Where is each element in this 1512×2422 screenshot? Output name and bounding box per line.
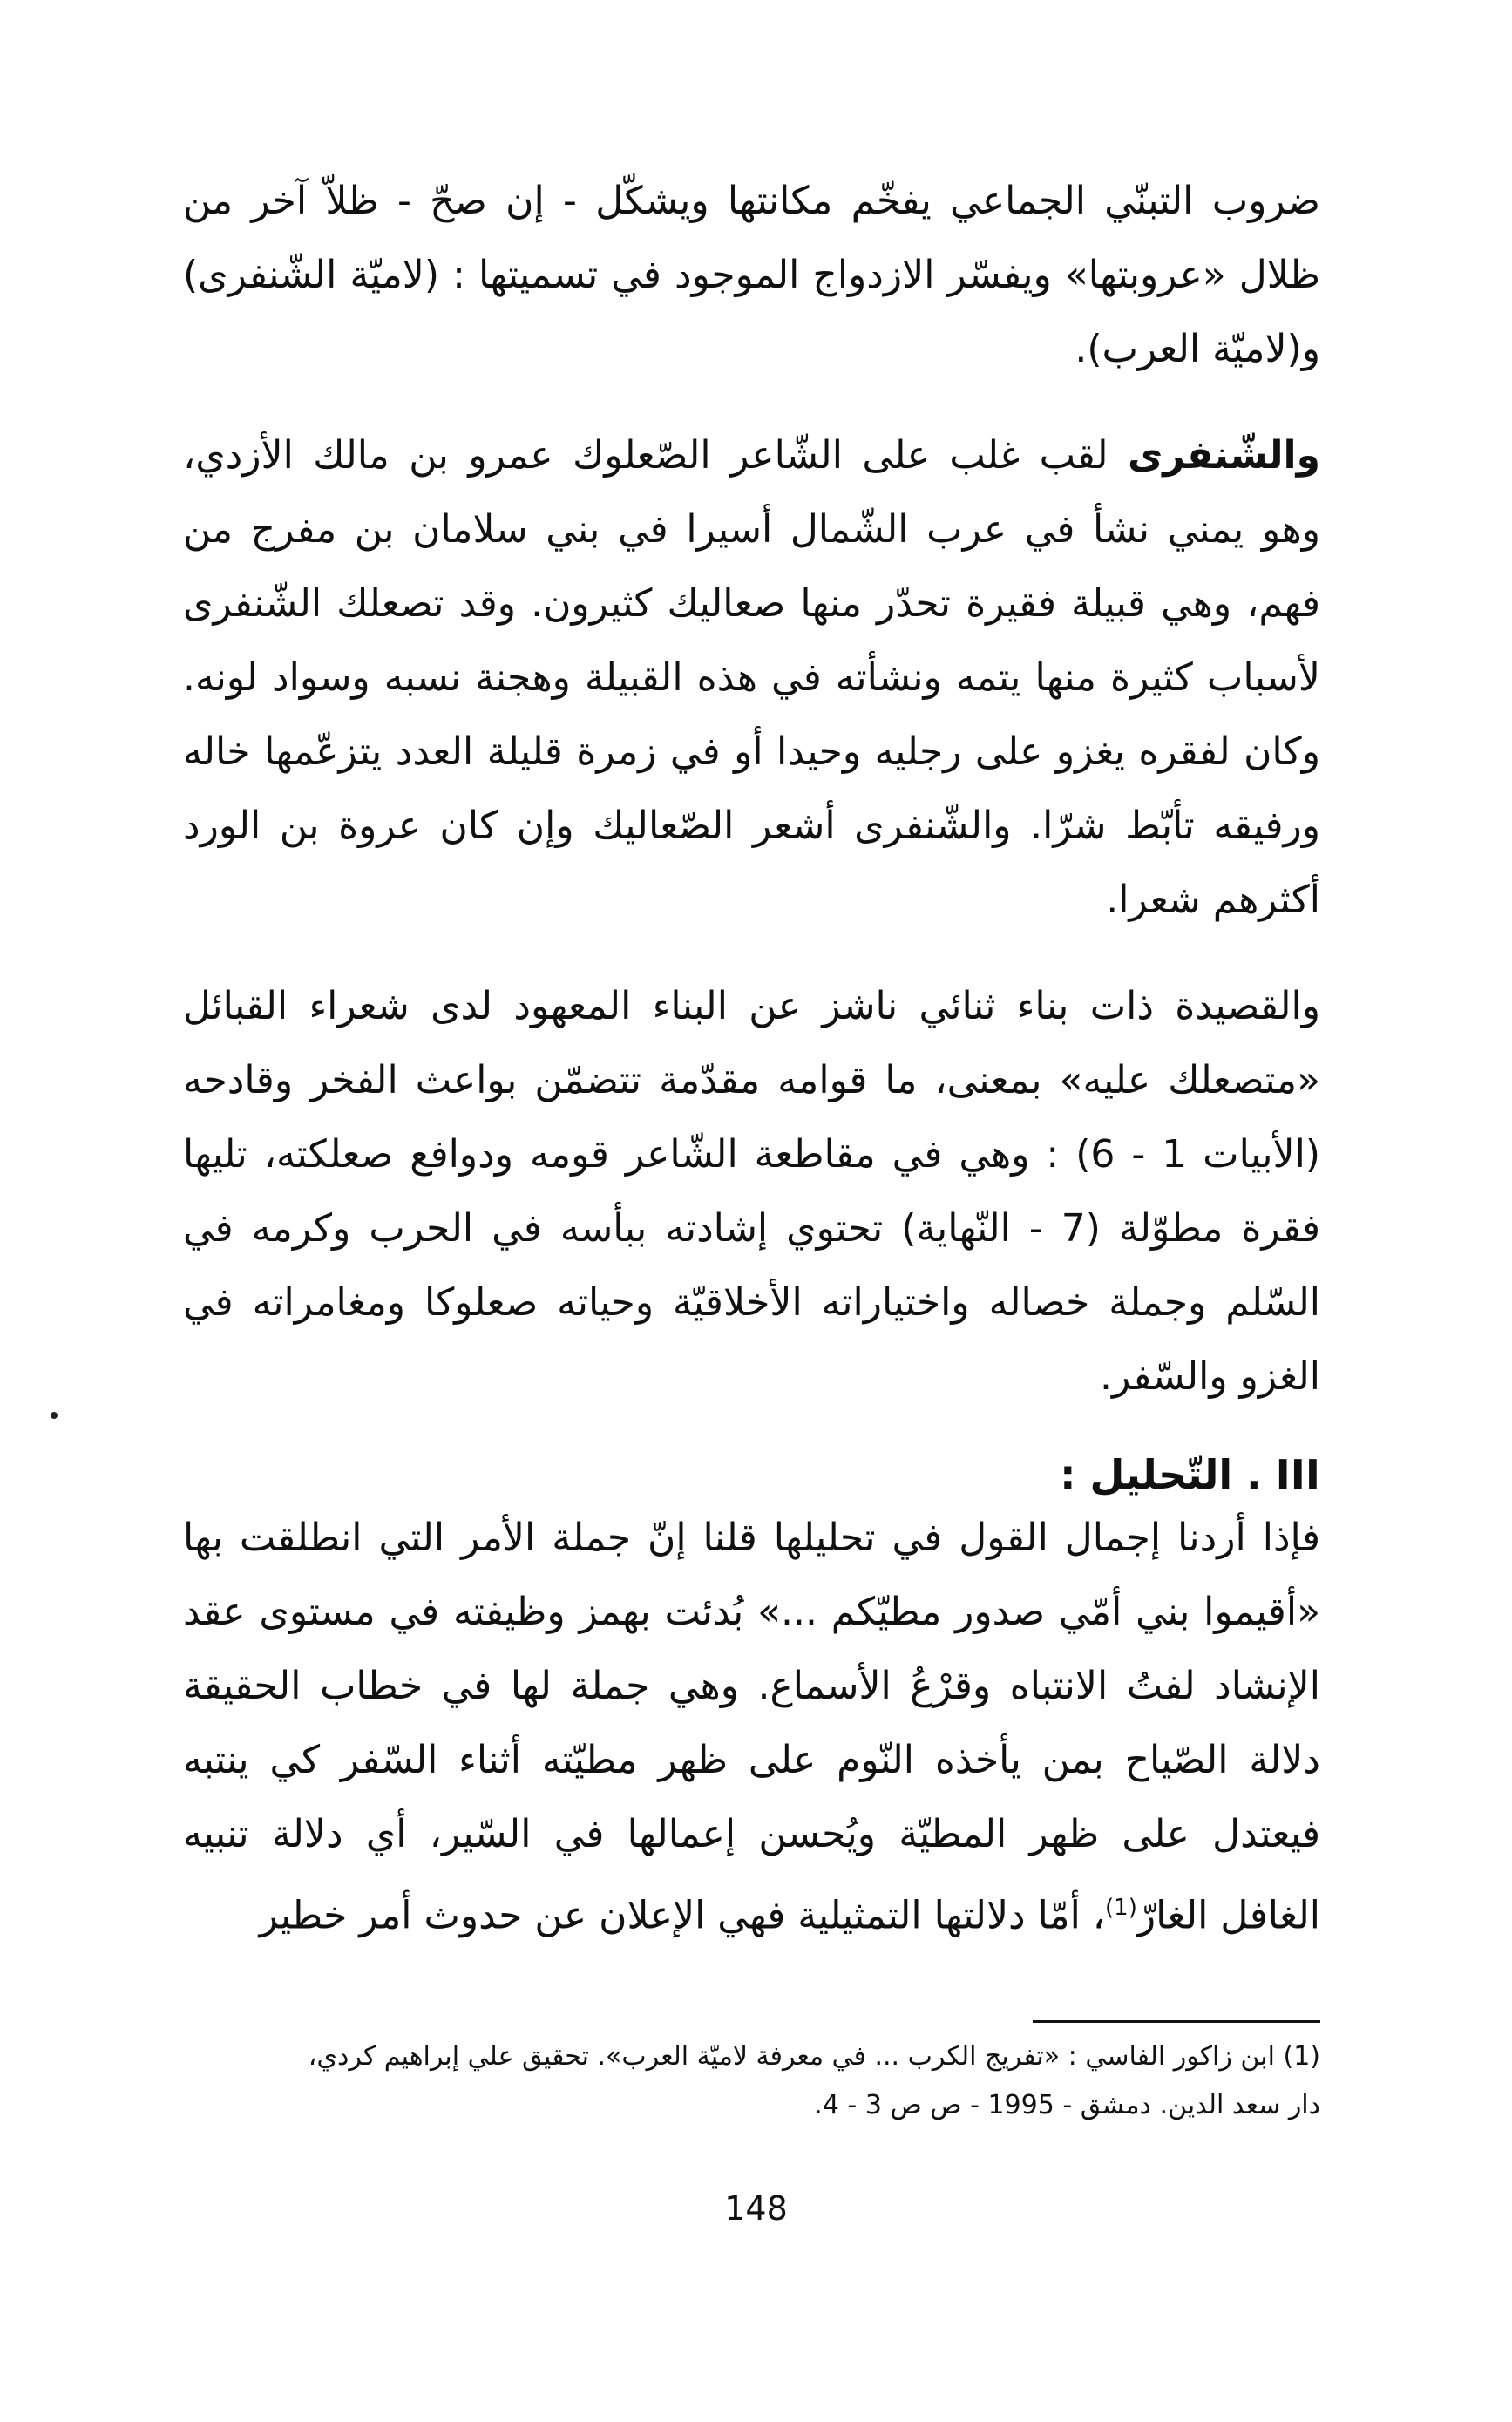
footnote-line-2: دار سعد الدين. دمشق - 1995 - ص ص 3 - 4. (814, 2090, 1320, 2120)
paragraph-2-body: لقب غلب على الشّاعر الصّعلوك عمرو بن مالك الأزدي، وهو يمني نشأ في عرب الشّمال أسيرا في بني سلامان بن مفرج من فهم، وهي قبيلة فقيرة تحدّر منها صعاليك كثيرون. وقد تصعلك الشّنفرى لأسباب كثيرة منها يتمه ونشأته في هذه القبيلة وهجنة نسبه وسواد لونه. وكان لفقره يغزو على رجليه وحيدا أو في زمرة قليلة العدد يتزعّمها خاله ورفيقه تأبّط شرّا. والشّنفرى أشعر الصّعاليك وإن كان عروة بن الورد أكثرهم شعرا. (183, 433, 1320, 922)
paragraph-4 (183, 1501, 1320, 1953)
paragraph-4-tail: ، أمّا دلالتها التمثيلية فهي الإعلان عن حدوث أمر خطير (259, 1893, 1106, 1938)
footnote-line-1: (1) ابن زاكور الفاسي : «تفريج الكرب ... في معرفة لاميّة العرب». تحقيق علي إبراهيم كردي، (308, 2041, 1320, 2072)
section-heading: III . التّحليل : (1060, 1451, 1320, 1498)
footnote-separator (1033, 2020, 1320, 2023)
footnote (200, 2032, 1320, 2130)
paragraph-2 (183, 418, 1320, 937)
paragraph-1: ضروب التبنّي الجماعي يفخّم مكانتها ويشكّل - إن صحّ - ظلاّ آخر من ظلال «عروبتها» ويفسّر الازدواج الموجود في تسميتها : (لاميّة الشّنفرى) و(لاميّة العرب). (183, 179, 1320, 371)
footnote-reference: (1) (1105, 1895, 1137, 1921)
scan-speck (51, 1412, 58, 1419)
paragraph-3: والقصيدة ذات بناء ثنائي ناشز عن البناء المعهود لدى شعراء القبائل «متصعلك عليه» بمعنى، ما قوامه مقدّمة تتضمّن بواعث الفخر وقادحه (الأبيات 1 - 6) : وهي في مقاطعة الشّاعر قومه ودوافع صعلكته، تليها فقرة مطوّلة (7 - النّهاية) تحتوي إشادته ببأسه في الحرب وكرمه في السّلم وجملة خصاله واختياراته الأخلاقيّة وحياته صعلوكا ومغامراته في الغزو والسّفر. (183, 984, 1320, 1399)
paragraph-2-lead-term: والشّنفرى (1127, 433, 1320, 478)
page-number: 148 (724, 2189, 788, 2228)
paragraph-4-body: فإذا أردنا إجمال القول في تحليلها قلنا إنّ جملة الأمر التي انطلقت بها «أقيموا بني أمّي صدور مطيّكم ...» بُدئت بهمز وظيفته في مستوى عقد الإنشاد لفتُ الانتباه وقرْعُ الأسماع. وهي جملة لها في خطاب الحقيقة دلالة الصّياح بمن يأخذه النّوم على ظهر مطيّته أثناء السّفر كي ينتبه فيعتدل على ظهر المطيّة ويُحسن إعمالها في السّير، أي دلالة تنبيه الغافل الغارّ (183, 1516, 1320, 1938)
